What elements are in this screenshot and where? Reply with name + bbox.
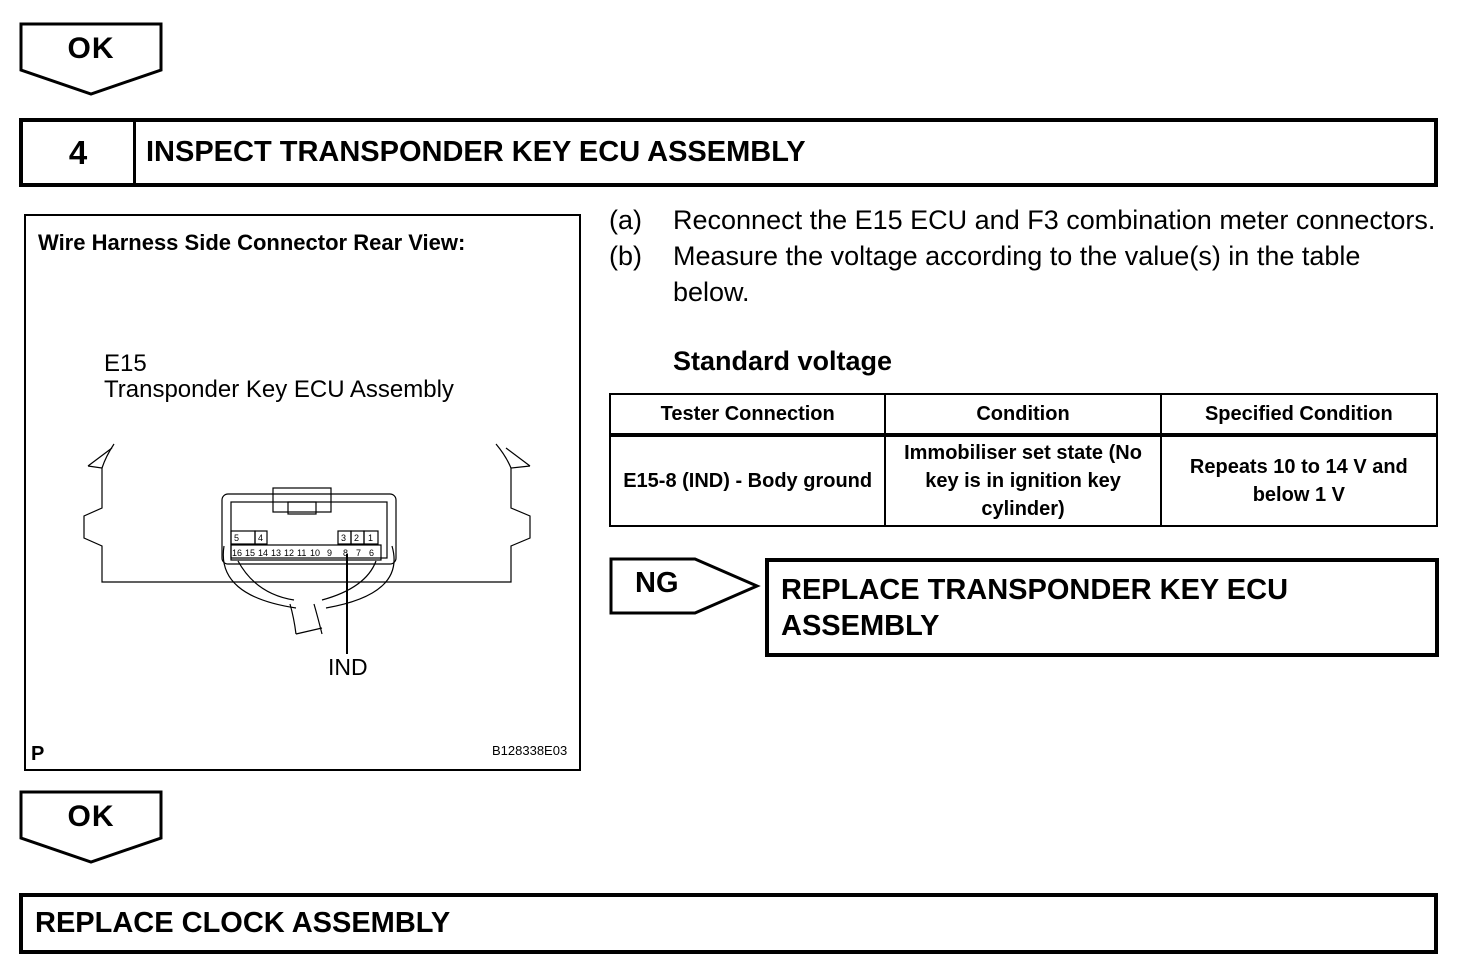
ok-badge-bottom	[19, 790, 163, 862]
table-cell: Repeats 10 to 14 V and below 1 V	[1161, 435, 1437, 526]
pin-label: 12	[284, 548, 295, 558]
pin-label: 13	[271, 548, 282, 558]
instruction-list	[609, 202, 1439, 310]
pin-label: 14	[258, 548, 269, 558]
connector-id: E15	[104, 350, 147, 377]
ok-label: OK	[67, 32, 115, 65]
figure-code: B128338E03	[492, 743, 568, 758]
step-title: INSPECT TRANSPONDER KEY ECU ASSEMBLY	[146, 136, 806, 168]
pin-label: 9	[327, 548, 333, 558]
instruction-text: Reconnect the E15 ECU and F3 combination meter connectors.	[673, 205, 1436, 235]
pin-label: 1	[368, 533, 374, 543]
table-header-row	[610, 394, 1437, 435]
instruction-item	[609, 202, 1439, 238]
table-header: Tester Connection	[610, 394, 885, 435]
instruction-text: Measure the voltage according to the value(s) in the table below.	[673, 241, 1361, 307]
connector-figure	[24, 214, 581, 771]
ng-action-box: REPLACE TRANSPONDER KEY ECU ASSEMBLY	[765, 558, 1439, 657]
table-cell: Immobiliser set state (No key is in ignition key cylinder)	[885, 435, 1160, 526]
right-arrow-badge-icon	[609, 557, 761, 617]
final-action-box: REPLACE CLOCK ASSEMBLY	[19, 893, 1438, 954]
ng-label: NG	[635, 567, 679, 599]
pin-label: 2	[354, 533, 360, 543]
pin-label: 4	[258, 533, 264, 543]
instruction-letter: (b)	[609, 241, 642, 271]
figure-title: Wire Harness Side Connector Rear View:	[38, 230, 466, 255]
pin-label: 8	[343, 548, 349, 558]
step-header	[19, 118, 1438, 187]
connector-name: Transponder Key ECU Assembly	[104, 376, 454, 403]
ng-badge	[609, 557, 759, 615]
standard-voltage-label: Standard voltage	[673, 346, 893, 376]
ok-badge-top	[19, 22, 163, 94]
table-header: Condition	[885, 394, 1160, 435]
ok-label: OK	[67, 800, 115, 833]
table-cell: E15-8 (IND) - Body ground	[610, 435, 885, 526]
instruction-letter: (a)	[609, 205, 642, 235]
pin-label: 11	[297, 548, 307, 558]
step-number: 4	[23, 122, 136, 183]
terminal-label: IND	[328, 654, 368, 680]
pin-label: 15	[245, 548, 256, 558]
table-row	[610, 435, 1437, 526]
pin-label: 10	[310, 548, 321, 558]
pin-label: 5	[234, 533, 240, 543]
figure-corner-letter: P	[31, 743, 45, 765]
pin-label: 6	[369, 548, 375, 558]
pin-label: 7	[356, 548, 362, 558]
instruction-item	[609, 238, 1439, 310]
connector-diagram	[26, 216, 583, 773]
pin-label: 3	[341, 533, 347, 543]
spec-table	[609, 393, 1438, 527]
connector-caption	[104, 351, 454, 403]
table-header: Specified Condition	[1161, 394, 1437, 435]
pin-label: 16	[232, 548, 243, 558]
